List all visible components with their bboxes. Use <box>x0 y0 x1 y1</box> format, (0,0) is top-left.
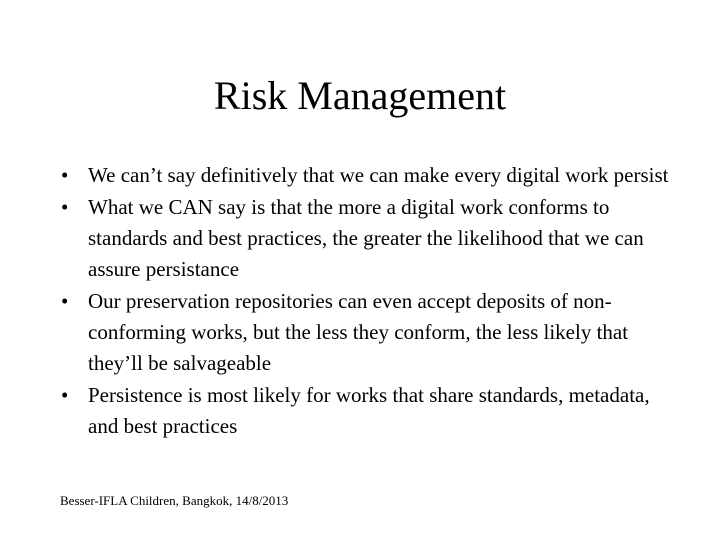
bullet-icon: • <box>61 289 69 313</box>
bullet-text: Our preservation repositories can even accept deposits of non-conforming works, but the less they conform, the less likely that they’ll be salvageable <box>88 289 629 375</box>
bullet-text: Persistence is most likely for works that share standards, metadata, and best practices <box>88 383 650 438</box>
bullet-text: We can’t say definitively that we can make every digital work persist <box>88 163 669 187</box>
bullet-icon: • <box>61 163 69 187</box>
bullet-icon: • <box>61 383 69 407</box>
bullet-icon: • <box>61 195 69 219</box>
slide-footer: Besser-IFLA Children, Bangkok, 14/8/2013 <box>60 493 289 508</box>
bullet-text: What we CAN say is that the more a digital work conforms to standards and best practices, the greater the likelihood that we can assure persistance <box>88 195 644 281</box>
bullet-list <box>58 160 678 443</box>
slide-title: Risk Management <box>213 73 507 118</box>
bullet-item <box>58 192 678 285</box>
bullet-item <box>58 380 678 442</box>
bullet-item <box>58 160 678 191</box>
bullet-item <box>58 286 678 379</box>
